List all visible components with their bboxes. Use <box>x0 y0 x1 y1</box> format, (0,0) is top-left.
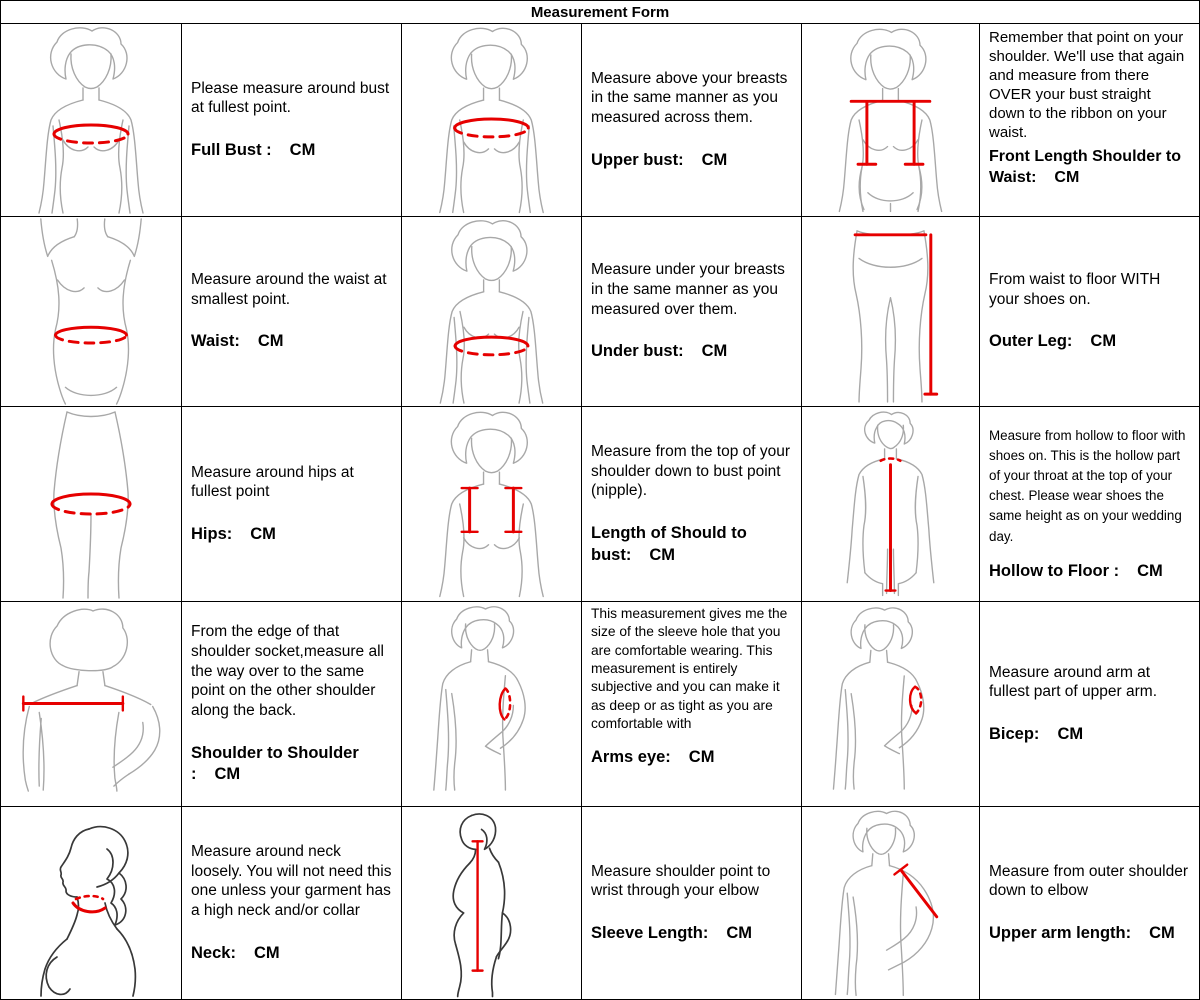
upper-bust-label: Upper bust: <box>591 150 684 169</box>
front-length-label: Front Length Shoulder to Waist: <box>989 148 1181 187</box>
hollow-to-floor-unit: CM <box>1137 561 1163 580</box>
arms-eye-figure-illustration <box>402 602 581 806</box>
neck-description: Measure around neck loosely. You will not need this one unless your garment has a high neck and/or collar <box>191 842 392 919</box>
upper-arm-length-figure-illustration <box>802 807 979 999</box>
upper-arm-length-description: Measure from outer shoulder down to elbow <box>989 862 1189 900</box>
arms-eye-description: This measurement gives me the size of the sleeve hole that you are comfortable wearing. This measurement is entirely subjective and you can make it as deep or as tight as you are comfortable with <box>591 606 788 732</box>
bicep-label: Bicep: <box>989 724 1040 743</box>
upper-bust-cell <box>582 24 801 216</box>
figure-cell-front-length <box>802 24 979 216</box>
sleeve-length-label-line <box>591 923 792 944</box>
neck-figure-illustration <box>1 807 181 999</box>
shoulder-to-bust-cell <box>582 407 801 601</box>
sleeve-length-label: Sleeve Length: <box>591 923 709 942</box>
waist-description: Measure around the waist at smallest point. <box>191 271 387 308</box>
upper-bust-label-line <box>591 150 792 171</box>
figure-cell-neck <box>1 807 181 999</box>
bicep-label-line <box>989 724 1190 745</box>
figure-cell-hollow-to-floor <box>802 407 979 601</box>
bicep-unit: CM <box>1057 724 1084 743</box>
outer-leg-label-line <box>989 331 1190 352</box>
waist-unit: CM <box>257 332 284 351</box>
arms-eye-cell <box>582 602 801 806</box>
neck-cell <box>182 807 401 999</box>
under-bust-cell <box>582 217 801 406</box>
under-bust-description: Measure under your breasts in the same manner as you measured over them. <box>591 261 785 318</box>
figure-cell-sleeve-length <box>402 807 581 999</box>
figure-cell-arms-eye <box>402 602 581 806</box>
upper-arm-length-label-line <box>989 923 1190 944</box>
full-bust-unit: CM <box>289 140 316 159</box>
form-title: Measurement Form <box>1 1 1199 23</box>
bicep-figure-illustration <box>802 602 979 806</box>
hips-label-line <box>191 524 392 545</box>
hips-label: Hips: <box>191 524 233 543</box>
figure-cell-shoulder-to-shoulder <box>1 602 181 806</box>
upper-bust-figure-illustration <box>402 24 581 216</box>
shoulder-to-bust-figure-illustration <box>402 407 581 601</box>
shoulder-to-shoulder-cell <box>182 602 401 806</box>
under-bust-figure-illustration <box>402 217 581 406</box>
sleeve-length-unit: CM <box>726 923 753 942</box>
arms-eye-label: Arms eye: <box>591 748 671 767</box>
front-length-unit: CM <box>1054 169 1080 187</box>
figure-cell-bicep <box>802 602 979 806</box>
outer-leg-figure-illustration <box>802 217 979 406</box>
figure-cell-under-bust <box>402 217 581 406</box>
upper-bust-description: Measure above your breasts in the same manner as you measured across them. <box>591 69 788 127</box>
front-length-figure-illustration <box>802 24 979 216</box>
sleeve-length-cell <box>582 807 801 999</box>
shoulder-to-shoulder-label-line <box>191 743 392 786</box>
neck-label-line <box>191 943 392 964</box>
neck-unit: CM <box>253 943 280 962</box>
waist-figure-illustration <box>1 217 181 406</box>
sleeve-length-description: Measure shoulder point to wrist through your elbow <box>591 862 771 900</box>
hollow-to-floor-description: Measure from hollow to floor with shoes on. This is the hollow part of your throat at the top of your chest. Please wear shoes the same height as on your wedding day. <box>989 427 1186 544</box>
shoulder-to-bust-description: Measure from the top of your shoulder down to bust point (nipple). <box>591 443 791 500</box>
shoulder-to-shoulder-label: Shoulder to Shoulder : <box>191 743 359 784</box>
full-bust-label: Full Bust : <box>191 140 272 159</box>
figure-cell-outer-leg <box>802 217 979 406</box>
shoulder-to-bust-label: Length of Should to bust: <box>591 524 747 564</box>
arms-eye-label-line <box>591 747 792 768</box>
shoulder-to-shoulder-figure-illustration <box>1 602 181 806</box>
under-bust-label-line <box>591 341 792 362</box>
shoulder-to-shoulder-description: From the edge of that shoulder socket,measure all the way over to the same point on the other shoulder along the back. <box>191 623 384 720</box>
upper-bust-unit: CM <box>701 150 728 169</box>
hips-figure-illustration <box>1 407 181 601</box>
full-bust-figure-illustration <box>1 24 181 216</box>
outer-leg-label: Outer Leg: <box>989 332 1073 351</box>
under-bust-unit: CM <box>701 342 728 361</box>
bicep-cell <box>980 602 1199 806</box>
figure-cell-waist <box>1 217 181 406</box>
full-bust-cell <box>182 24 401 216</box>
shoulder-to-bust-label-line <box>591 523 792 566</box>
upper-arm-length-label: Upper arm length: <box>989 923 1132 942</box>
arms-eye-unit: CM <box>688 748 715 767</box>
hips-unit: CM <box>250 524 276 543</box>
front-length-label-line <box>989 147 1190 189</box>
figure-cell-shoulder-to-bust <box>402 407 581 601</box>
hips-description: Measure around hips at fullest point <box>191 463 354 501</box>
figure-cell-hips <box>1 407 181 601</box>
sleeve-length-figure-illustration <box>402 807 581 999</box>
figure-cell-upper-bust <box>402 24 581 216</box>
figure-cell-upper-arm-length <box>802 807 979 999</box>
hips-cell <box>182 407 401 601</box>
waist-cell <box>182 217 401 406</box>
shoulder-to-shoulder-unit: CM <box>214 765 241 784</box>
outer-leg-cell <box>980 217 1199 406</box>
waist-label: Waist: <box>191 332 240 351</box>
shoulder-to-bust-unit: CM <box>649 545 675 564</box>
upper-arm-length-cell <box>980 807 1199 999</box>
under-bust-label: Under bust: <box>591 342 684 361</box>
full-bust-label-line <box>191 140 392 161</box>
hollow-to-floor-cell <box>980 407 1199 601</box>
front-length-cell <box>980 24 1199 216</box>
hollow-to-floor-figure-illustration <box>802 407 979 601</box>
outer-leg-description: From waist to floor WITH your shoes on. <box>989 271 1161 308</box>
outer-leg-unit: CM <box>1090 332 1117 351</box>
hollow-to-floor-label-line <box>989 561 1190 582</box>
bicep-description: Measure around arm at fullest part of upper arm. <box>989 663 1157 701</box>
waist-label-line <box>191 331 392 352</box>
upper-arm-length-unit: CM <box>1149 923 1175 942</box>
figure-cell-full-bust <box>1 24 181 216</box>
neck-label: Neck: <box>191 943 236 962</box>
hollow-to-floor-label: Hollow to Floor : <box>989 561 1120 580</box>
front-length-description: Remember that point on your shoulder. We'll use that again and measure from there OVER your bust straight down to the ribbon on your waist. <box>989 29 1185 142</box>
full-bust-description: Please measure around bust at fullest point. <box>191 79 390 117</box>
